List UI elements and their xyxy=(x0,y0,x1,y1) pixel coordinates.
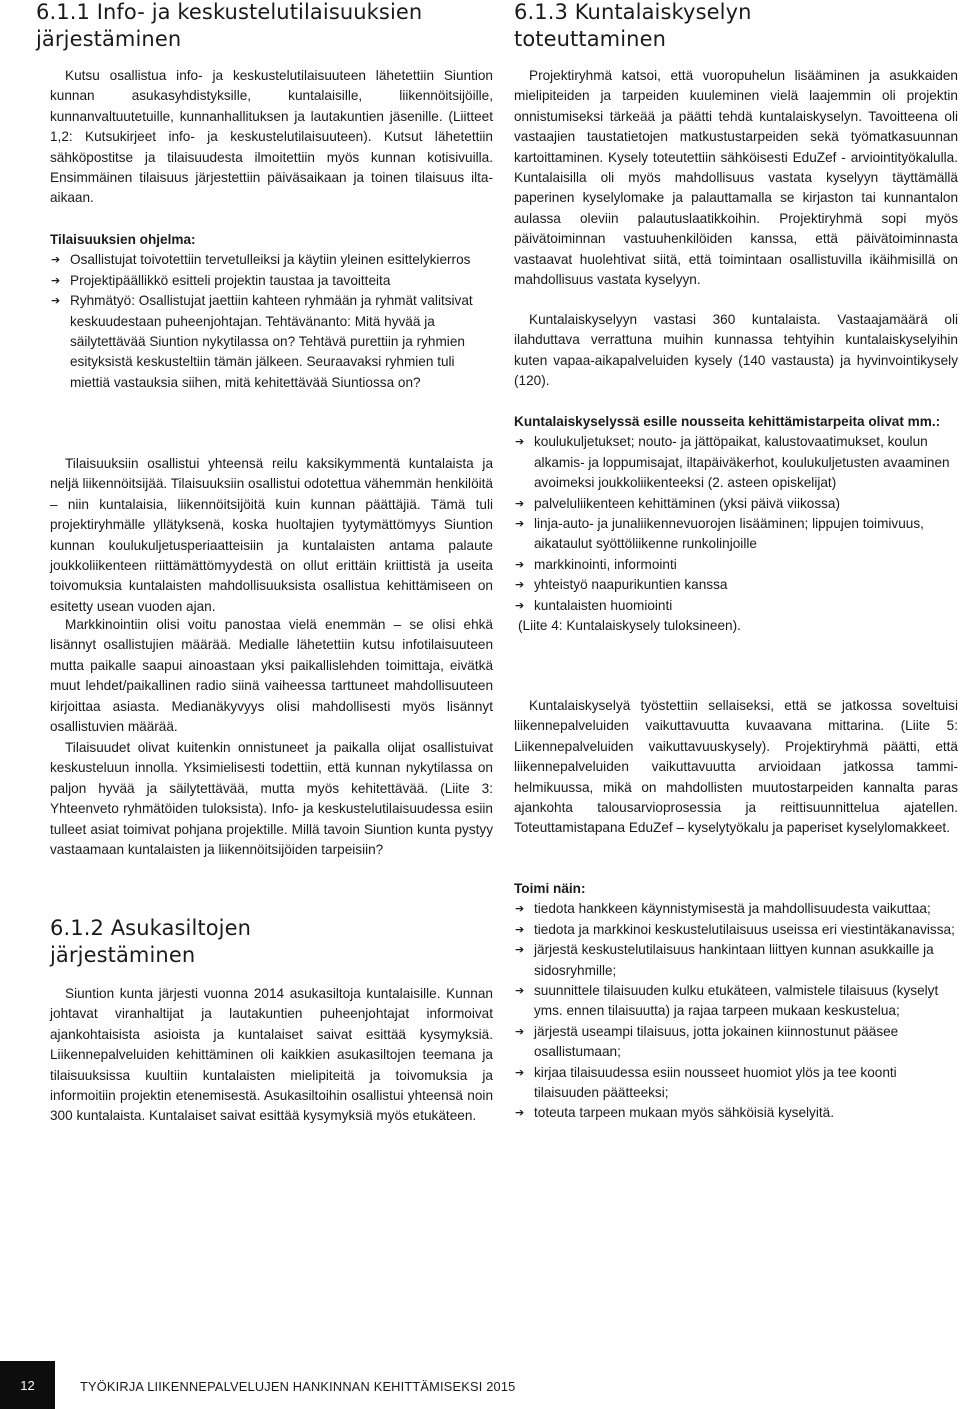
arrow-right-icon: ➔ xyxy=(515,1024,525,1038)
list-item xyxy=(514,1063,958,1104)
intro-paragraph: Kutsu osallistua info- ja keskustelutilaisuuteen lähetettiin Siuntion kunnan asukasyhdistyksille, kuntalaisille, liikennöitsijöille, kunnanvaltuutetuille, kunnanhallituksen ja lautakuntien jäsenille. (Liitteet 1,2: Kutsukirjeet info- ja keskustelutilaisuuteen). Kutsut lähetettiin sähköpostitse ja tilaisuudesta ilmoitettiin myös kunnan kotisivuilla. Ensimmäinen tilaisuus järjestettiin päiväsaikaan ja toinen tilaisuus ilta-aikaan. xyxy=(50,68,493,206)
arrow-right-icon: ➔ xyxy=(515,496,525,510)
heading-line: toteuttaminen xyxy=(514,27,667,51)
needs-block xyxy=(514,412,958,636)
arrow-right-icon: ➔ xyxy=(515,922,525,936)
list-item-text: tiedota ja markkinoi keskustelutilaisuus useissa eri viestintäkanavissa; xyxy=(534,921,955,937)
list-item-text: järjestä keskustelutilaisuus hankintaan liittyen kunnan asukkaille ja sidosryhmille; xyxy=(534,942,934,978)
list-item-text: yhteistyö naapurikuntien kanssa xyxy=(534,577,728,593)
list-item xyxy=(514,575,958,595)
arrow-right-icon: ➔ xyxy=(515,943,525,957)
paragraph: Kuntalaiskyselyä työstettiin sellaiseksi, että se jatkossa soveltuisi liikennepalveluiden vaikuttavuutta kuvaavana mittarina. (Liite 5: Liikennepalveluiden vaikuttavuuskysely). Projektiryhmä päätti, että liikennepalveluiden vaikuttavuutta arvioidaan jatkossa tammi-helmikuussa, mikä on mahdollisten muutostarpeiden kannalta paras ajankohta talousarvioprosessia ja reittisuunnittelua ajatellen. Toteuttamistapana EduZef – kyselytyökalu ja paperiset kyselylomakkeet. xyxy=(514,698,958,836)
list-item-text: palveluliikenteen kehittäminen (yksi päivä viikossa) xyxy=(534,495,841,511)
arrow-right-icon: ➔ xyxy=(515,902,525,916)
arrow-right-icon: ➔ xyxy=(515,557,525,571)
footer-title: TYÖKIRJA LIIKENNEPALVELUJEN HANKINNAN KEHITTÄMISEKSI 2015 xyxy=(80,1379,516,1394)
paragraph: Kuntalaiskyselyyn vastasi 360 kuntalaista. Vastaajamäärä oli ilahduttava verrattuna muihin kunnassa tehtyihin kuntalaiskyselyihin kuten vapaa-aikapalveluiden kysely (140 vastausta) ja hyvinvointikysely (120). xyxy=(514,312,958,389)
list-item-text: Osallistujat toivotettiin tervetulleiksi ja käytiin yleinen esittelykierros xyxy=(70,252,471,268)
list-item-text: kirjaa tilaisuudessa esiin nousseet huomiot ylös ja tee koonti tilaisuuden päätteeksi; xyxy=(534,1064,897,1101)
list-item xyxy=(514,1022,958,1063)
list-item-text: toteuta tarpeen mukaan myös sähköisiä kyselyitä. xyxy=(534,1105,834,1121)
list-item xyxy=(514,899,958,919)
list-item xyxy=(50,250,493,270)
action-heading: Toimi näin: xyxy=(514,881,586,896)
page-number: 12 xyxy=(20,1377,35,1393)
program-heading: Tilaisuuksien ohjelma: xyxy=(50,232,196,247)
list-item xyxy=(514,920,958,940)
heading-line: järjestäminen xyxy=(36,27,182,51)
action-block xyxy=(514,879,958,1124)
list-item-text: Ryhmätyö: Osallistujat jaettiin kahteen ryhmään ja ryhmät valitsivat keskuudestaan puheenjohtajan. Tehtävänanto: Mitä hyvää ja säilytettävää Siuntion nykytilassa on? Tehtävä purettiin ja ryhmien esityksistä keskusteltiin tämän jälkeen. Seuraavaksi ryhmien tuli miettiä vastauksia siihen, mitä kehitettävää Siuntiossa on? xyxy=(70,293,473,390)
list-item-text: linja-auto- ja junaliikennevuorojen lisääminen; lippujen toimivuus, aikataulut syöttöliikenne runkolinjoille xyxy=(534,516,924,552)
page-number-box xyxy=(0,1361,55,1409)
arrow-right-icon: ➔ xyxy=(515,1065,525,1079)
list-item xyxy=(514,432,958,493)
heading-line: 6.1.3 Kuntalaiskyselyn xyxy=(514,0,752,24)
list-item-text: koulukuljetukset; nouto- ja jättöpaikat, kalustovaatimukset, koulun alkamis- ja loppumisajat, iltapäiväkerhot, koulukuljetusten avaaminen avoimeksi joukkoliikenteeksi (2. asteen opiskelijat) xyxy=(534,434,950,491)
arrow-right-icon: ➔ xyxy=(515,517,525,531)
section-heading-6-1-3 xyxy=(514,0,958,53)
needs-list xyxy=(514,432,958,616)
paragraph: Tilaisuudet olivat kuitenkin onnistuneet ja paikalla olijat osallistuivat keskusteluun innolla. Yksimielisesti todettiin, että kunnan nykytilassa on paljon hyvää ja säilytettävää, mutta myös kehitettävää. (Liite 3: Yhteenveto ryhmätöiden tuloksista). Info- ja keskustelutilaisuudessa esiin tulleet asiat toimivat pohjana projektille. Millä tavoin Siuntion kunta pystyy vastaamaan kuntalaisten ja liikennöitsijöiden tarpeisiin? xyxy=(50,740,493,858)
action-list xyxy=(514,899,958,1123)
arrow-right-icon: ➔ xyxy=(51,294,61,308)
list-item xyxy=(50,291,493,393)
needs-note: (Liite 4: Kuntalaiskysely tuloksineen). xyxy=(518,618,741,634)
program-list xyxy=(50,250,493,393)
section-heading-6-1-1 xyxy=(36,0,496,53)
list-item-text: kuntalaisten huomiointi xyxy=(534,597,673,613)
list-item xyxy=(514,981,958,1022)
program-block xyxy=(50,230,493,393)
paragraph: Projektiryhmä katsoi, että vuoropuhelun lisääminen ja asukkaiden mielipiteiden ja tarpeiden kuuleminen vielä laajemmin oli projektin onnistumiseksi tärkeää ja päätti tehdä kuntalaiskyselyn. Tavoitteena oli vastaajien taustatietojen matkustustarpeiden sekä työmatkasuunnan kartoittaminen. Kysely toteutettiin sähköisesti EduZef - arviointityökalulla. Kuntalaisilla oli myös mahdollisuus vastata kyselyyn täyttämällä paperinen kyselylomake ja palauttamalla se kirjaston tai kunnantalon aulassa oleviin palautuslaatikkoihin. Projektiryhmä sopi myös päivätoiminnan vastuuhenkilöiden kanssa, että päivätoiminnasta vastaavat huolehtivat siitä, että toimintaan osallistuvilla ikäihmisillä on mahdollisuus vastata kyselyyn. xyxy=(514,68,958,288)
paragraph: Markkinointiin olisi voitu panostaa vielä enemmän – se olisi ehkä lisännyt osallistujien määrää. Medialle lähetettiin kutsu infotilaisuuteen mutta paikalle saapui ainoastaan yksi paikallislehden toimittaja, eivätkä muut lehdet/paikallinen radio siinä vaiheessa tarttuneet mahdollisuuteen kirjoittaa asiasta. Medianäkyvyys olisi mahdollisesti myös lisännyt osallistuvien määrää. xyxy=(50,617,493,735)
list-item xyxy=(514,596,958,616)
list-item xyxy=(514,940,958,981)
list-item-text: markkinointi, informointi xyxy=(534,556,677,572)
list-item xyxy=(514,494,958,514)
list-item-text: tiedota hankkeen käynnistymisestä ja mahdollisuudesta vaikuttaa; xyxy=(534,901,931,917)
section-heading-6-1-2 xyxy=(50,915,493,969)
arrow-right-icon: ➔ xyxy=(51,253,61,267)
list-item-text: Projektipäällikkö esitteli projektin taustaa ja tavoitteita xyxy=(70,272,391,288)
arrow-right-icon: ➔ xyxy=(515,598,525,612)
arrow-right-icon: ➔ xyxy=(515,1106,525,1120)
list-item xyxy=(514,1103,958,1123)
needs-heading: Kuntalaiskyselyssä esille nousseita kehittämistarpeita olivat mm.: xyxy=(514,414,941,429)
heading-line: järjestäminen xyxy=(50,943,196,967)
list-item xyxy=(50,271,493,291)
list-item-text: suunnittele tilaisuuden kulku etukäteen, valmistele tilaisuus (kyselyt yms. ennen tilaisuutta) ja rajaa tarpeen mukaan keskustelua; xyxy=(534,983,939,1019)
heading-line: 6.1.2 Asukasiltojen xyxy=(50,916,252,940)
list-item xyxy=(514,514,958,555)
list-item xyxy=(514,555,958,575)
arrow-right-icon: ➔ xyxy=(515,578,525,592)
list-item-text: järjestä useampi tilaisuus, jotta jokainen kiinnostunut pääsee osallistumaan; xyxy=(534,1023,899,1060)
arrow-right-icon: ➔ xyxy=(515,984,525,998)
paragraph: Tilaisuuksiin osallistui yhteensä reilu kaksikymmentä kuntalaista ja neljä liikennöitsijää. Tilaisuuksiin osallistui odotettua vähemmän henkilöitä – niin kuntalaisia, liikennöitsijöitä kuin kunnan päättäjiä. Tämä tuli projektiryhmälle yllätyksenä, koska huoltajien tyytymättömyys Siuntion kunnan koulukuljetusperiaatteisiin ja kuntalaisten antama palaute joukkoliikenteen riittämättömyydestä on ollut erittäin kriittistä ja useita toivomuksia kuntalaisten mahdollisuuksista osallistua kehittämiseen on esitetty usean vuoden ajan. xyxy=(50,456,493,614)
heading-line: 6.1.1 Info- ja keskustelutilaisuuksien xyxy=(36,0,423,24)
arrow-right-icon: ➔ xyxy=(51,273,61,287)
paragraph: Siuntion kunta järjesti vuonna 2014 asukasiltoja kuntalaisille. Kunnan johtavat viranhaltijat ja lautakuntien puheenjohtajat informoivat ajankohtaisista asioista ja kuntalaiset saivat esittää kysymyksiä. Liikennepalveluiden kehittäminen oli kaikkien asukasiltojen teemana ja tilaisuuksissa kuultiin kuntalaisten mielipiteitä ja toivomuksia ja informoitiin projektin etenemisestä. Asukasiltoihin osallistui yhteensä noin 300 kuntalaista. Kuntalaiset saivat esittää kysymyksiä myös etukäteen. xyxy=(50,986,493,1124)
arrow-right-icon: ➔ xyxy=(515,435,525,449)
